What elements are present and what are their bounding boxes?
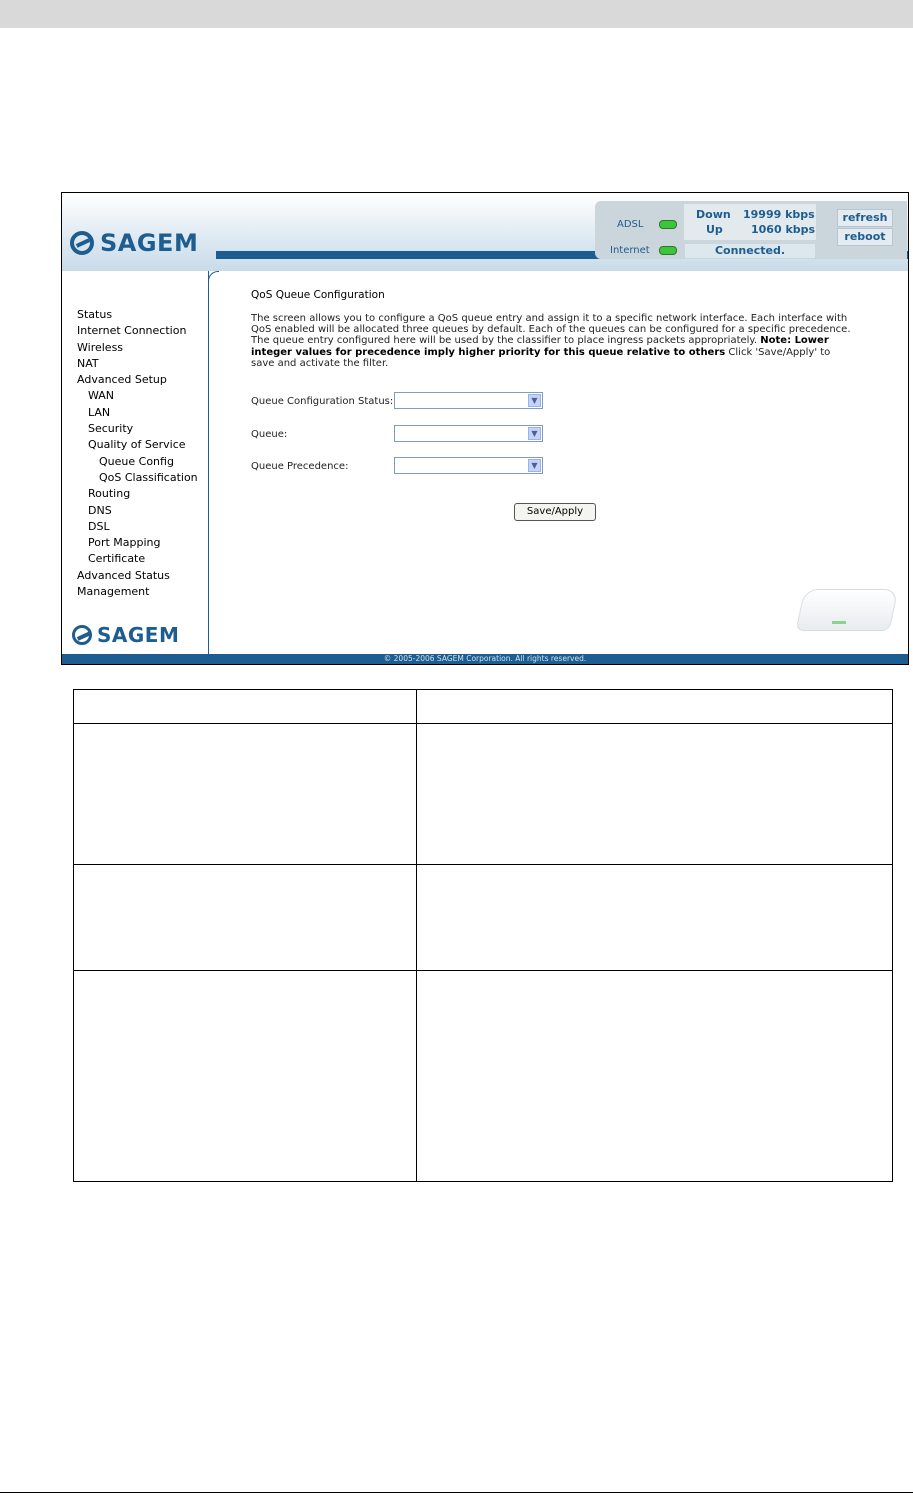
main-content (251, 289, 851, 369)
sidebar-item-internet-connection[interactable]: Internet Connection (77, 324, 187, 338)
chevron-down-icon[interactable]: ▼ (528, 394, 541, 407)
brand-name: SAGEM (100, 229, 199, 257)
sidebar-item-dsl[interactable]: DSL (88, 519, 110, 533)
internet-led-icon (659, 246, 677, 255)
table-cell (417, 690, 893, 724)
page-title: QoS Queue Configuration (251, 289, 385, 301)
sagem-logo-icon (70, 231, 94, 255)
sidebar-item-advanced-setup[interactable]: Advanced Setup (77, 373, 167, 387)
queue-config-status-select[interactable] (394, 392, 543, 409)
sagem-logo-icon (72, 625, 92, 645)
router-ui-screenshot (61, 192, 909, 665)
sidebar-item-management[interactable]: Management (77, 585, 150, 599)
sidebar-nav (77, 307, 198, 600)
router-led-icon (832, 621, 846, 624)
chevron-down-icon[interactable]: ▼ (528, 427, 541, 440)
queue-label: Queue: (251, 429, 288, 440)
adsl-led-icon (659, 220, 677, 229)
table-cell (417, 865, 893, 971)
sidebar-logo (72, 623, 179, 647)
sidebar-item-advanced-status[interactable]: Advanced Status (77, 568, 170, 582)
sagem-logo (70, 229, 198, 257)
adsl-label: ADSL (617, 219, 644, 230)
table-row (74, 724, 893, 865)
sidebar-item-wireless[interactable]: Wireless (77, 340, 124, 354)
footer-rule (0, 1492, 913, 1493)
sidebar-item-qos-classification[interactable]: QoS Classification (99, 470, 198, 484)
page-description (251, 313, 851, 369)
router-device-image (796, 589, 899, 631)
field-description-table (73, 689, 893, 1182)
up-label: Up (706, 223, 723, 236)
queue-config-status-label: Queue Configuration Status: (251, 396, 394, 407)
sidebar-brand-name: SAGEM (97, 623, 180, 647)
description-text-end: Click 'Save/Apply' to save and activate the filter. (251, 346, 831, 369)
sidebar-item-quality-of-service[interactable]: Quality of Service (88, 438, 186, 452)
connection-status-panel (595, 201, 907, 259)
description-note: Note: Lower integer values for precedence imply higher priority for this queue relative to others (251, 335, 829, 358)
sidebar-item-lan[interactable]: LAN (88, 405, 111, 419)
down-value: 19999 kbps (743, 208, 815, 221)
sidebar-item-status[interactable]: Status (77, 308, 113, 321)
table-cell (74, 971, 417, 1182)
table-cell (74, 724, 417, 865)
connection-status: Connected. (685, 244, 815, 258)
table-cell (74, 690, 417, 724)
sidebar-item-wan[interactable]: WAN (88, 389, 115, 403)
sidebar-item-queue-config[interactable]: Queue Config (99, 454, 174, 468)
table-cell (417, 724, 893, 865)
content-corner (208, 271, 219, 282)
reboot-button[interactable]: reboot (837, 228, 893, 246)
save-apply-button[interactable]: Save/Apply (514, 503, 596, 521)
table-row (74, 971, 893, 1182)
document-top-bar (0, 0, 913, 28)
copyright-bar: © 2005-2006 SAGEM Corporation. All rights reserved. (62, 654, 908, 664)
up-value: 1060 kbps (751, 223, 816, 236)
table-cell (417, 971, 893, 1182)
table-row (74, 865, 893, 971)
chevron-down-icon[interactable]: ▼ (528, 459, 541, 472)
queue-precedence-label: Queue Precedence: (251, 461, 349, 472)
down-label: Down (696, 208, 731, 221)
table-cell (74, 865, 417, 971)
queue-precedence-select[interactable] (394, 457, 543, 474)
sidebar-item-certificate[interactable]: Certificate (88, 552, 146, 566)
table-row (74, 690, 893, 724)
sidebar-item-port-mapping[interactable]: Port Mapping (88, 536, 161, 550)
description-text: The screen allows you to configure a QoS queue entry and assign it to a specific network interface. Each interface with QoS enabled will be allocated three queues by default. Each of the queues can be configured for a specific precedence. The queue entry configured here will be used by the classifier to place ingress packets appropriately. (251, 313, 851, 347)
sidebar-item-nat[interactable]: NAT (77, 356, 99, 370)
sidebar-item-security[interactable]: Security (88, 422, 134, 436)
rate-box (684, 204, 816, 240)
queue-select[interactable] (394, 425, 543, 442)
sidebar-item-routing[interactable]: Routing (88, 487, 131, 501)
internet-label: Internet (610, 245, 650, 256)
sidebar-item-dns[interactable]: DNS (88, 503, 112, 517)
sidebar (62, 271, 209, 654)
refresh-button[interactable]: refresh (837, 209, 893, 227)
